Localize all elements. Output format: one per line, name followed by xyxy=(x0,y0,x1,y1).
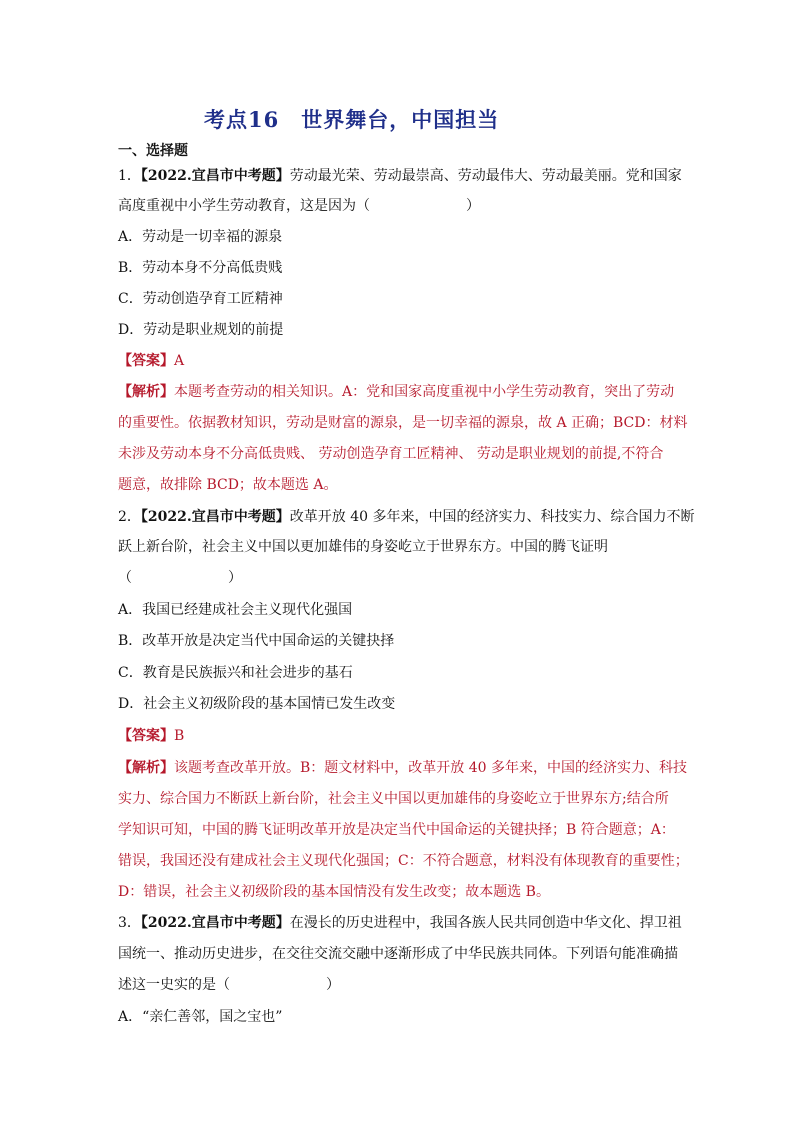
question-3-stem xyxy=(118,913,682,933)
analysis-line xyxy=(118,382,674,402)
analysis-text: 本题考查劳动的相关知识。A：党和国家高度重视中小学生劳动教育，突出了劳动 xyxy=(174,384,675,400)
question-text: （ xyxy=(118,570,132,586)
option-c: C．教育是民族振兴和社会进步的基石 xyxy=(118,665,353,681)
option-d: D．劳动是职业规划的前提 xyxy=(118,322,284,338)
question-text: ） xyxy=(466,198,480,214)
question-1-stem xyxy=(118,166,682,186)
question-3-stem-cont: 国统一、推动历史进步，在交往交流交融中逐渐形成了中华民族共同体。下列语句能准确描 xyxy=(118,946,678,962)
answer-line xyxy=(118,726,184,746)
question-2-stem-cont xyxy=(118,568,242,588)
question-number: 1． xyxy=(118,168,141,184)
analysis-label: 【解析】 xyxy=(118,384,174,400)
question-source: 【2022.宜昌市中考题】 xyxy=(140,509,290,525)
question-text: ） xyxy=(326,977,340,993)
analysis-text: 该题考查改革开放。B：题文材料中，改革开放 40 多年来，中国的经济实力、科技 xyxy=(174,760,688,776)
option-a: A．劳动是一切幸福的源泉 xyxy=(118,229,283,245)
question-text: 在漫长的历史进程中，我国各族人民共同创造中华文化、捍卫祖 xyxy=(289,915,682,931)
question-text: ） xyxy=(228,570,242,586)
question-3-stem-cont xyxy=(118,975,340,995)
analysis-line: 题意，故排除 BCD；故本题选 A。 xyxy=(118,477,338,493)
option-a: A．我国已经建成社会主义现代化强国 xyxy=(118,602,353,618)
answer-line xyxy=(118,351,184,371)
question-number: 3． xyxy=(118,915,141,931)
answer-label: 【答案】 xyxy=(118,728,174,744)
answer-value: A xyxy=(174,353,185,369)
analysis-line xyxy=(118,758,687,778)
question-source: 【2022.宜昌市中考题】 xyxy=(140,168,290,184)
question-text: 述这一史实的是（ xyxy=(118,977,230,993)
analysis-line: 错误，我国还没有建成社会主义现代化强国；C：不符合题意，材料没有体现教育的重要性； xyxy=(118,853,689,869)
analysis-line: 的重要性。依据教材知识，劳动是财富的源泉，是一切幸福的源泉，故 A 正确；BCD：材料 xyxy=(118,415,688,431)
question-text: 改革开放 40 多年来，中国的经济实力、科技实力、综合国力不断 xyxy=(289,509,695,525)
analysis-line: 学知识可知，中国的腾飞证明改革开放是决定当代中国命运的关键抉择；B 符合题意；A： xyxy=(118,822,675,838)
answer-value: B xyxy=(174,728,185,744)
analysis-label: 【解析】 xyxy=(118,760,174,776)
question-text: 高度重视中小学生劳动教育，这是因为（ xyxy=(118,198,370,214)
option-d: D．社会主义初级阶段的基本国情已发生改变 xyxy=(118,696,396,712)
question-2-stem-cont: 跃上新台阶，社会主义中国以更加雄伟的身姿屹立于世界东方。中国的腾飞证明 xyxy=(118,539,608,555)
question-text: 劳动最光荣、劳动最崇高、劳动最伟大、劳动最美丽。党和国家 xyxy=(289,168,682,184)
option-b: B．改革开放是决定当代中国命运的关键抉择 xyxy=(118,633,395,649)
question-1-stem-cont xyxy=(118,196,480,216)
analysis-line: 未涉及劳动本身不分高低贵贱、 劳动创造孕育工匠精神、 劳动是职业规划的前提,不符合 xyxy=(118,446,664,462)
option-a: A．“亲仁善邻，国之宝也” xyxy=(118,1009,283,1025)
question-source: 【2022.宜昌市中考题】 xyxy=(140,915,290,931)
answer-label: 【答案】 xyxy=(118,353,174,369)
option-b: B．劳动本身不分高低贵贱 xyxy=(118,260,283,276)
page-title: 考点16 世界舞台，中国担当 xyxy=(204,107,500,132)
option-c: C．劳动创造孕育工匠精神 xyxy=(118,291,283,307)
question-2-stem xyxy=(118,507,694,527)
analysis-line: D：错误，社会主义初级阶段的基本国情没有发生改变；故本题选 B。 xyxy=(118,884,550,900)
analysis-line: 实力、综合国力不断跃上新台阶，社会主义中国以更加雄伟的身姿屹立于世界东方;结合所 xyxy=(118,791,669,807)
question-number: 2． xyxy=(118,509,141,525)
section-heading: 一、选择题 xyxy=(118,143,188,159)
